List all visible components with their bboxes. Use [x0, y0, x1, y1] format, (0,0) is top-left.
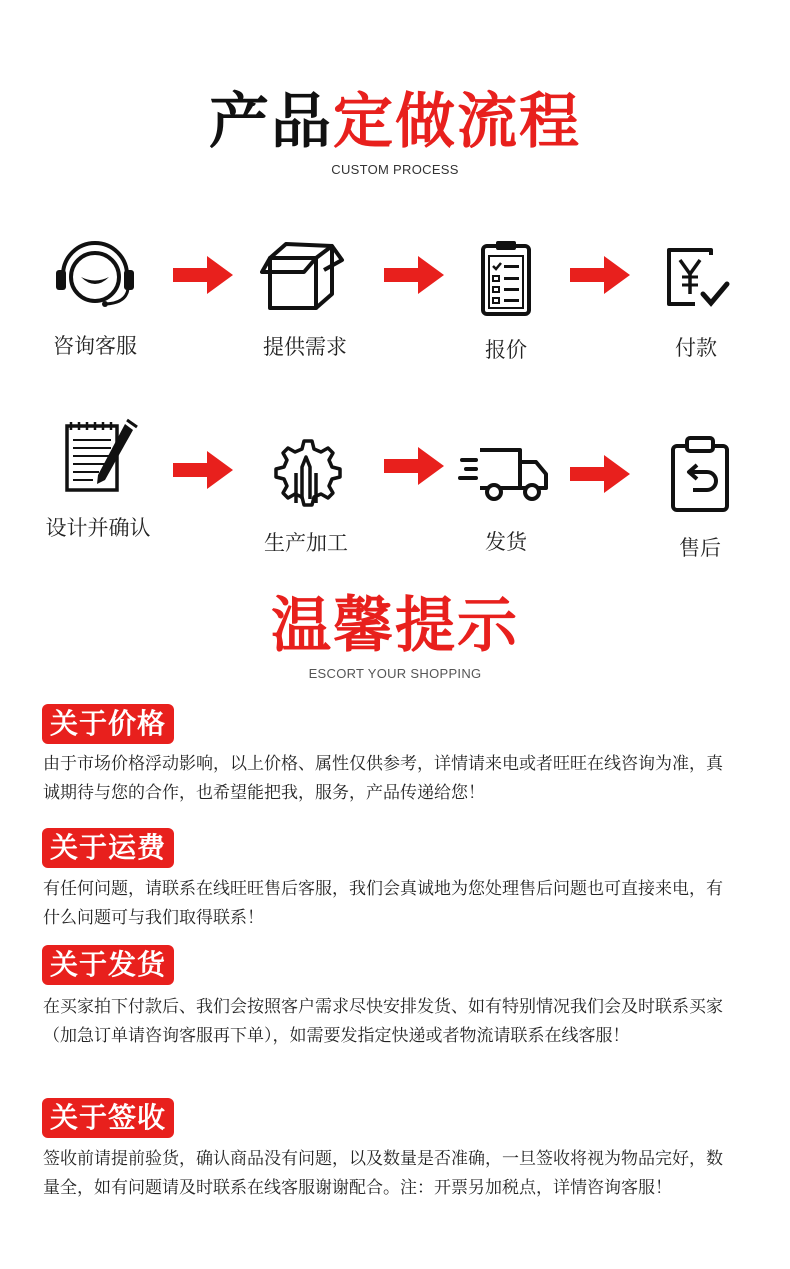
step-after-sales [630, 432, 770, 562]
yen-payment-icon [651, 240, 741, 314]
process-title-black: 产品 [209, 87, 333, 157]
process-title-block [0, 87, 790, 177]
arrow-right-icon [384, 255, 444, 295]
step-label: 设计并确认 [45, 516, 151, 540]
arrow-right-icon [173, 255, 233, 295]
arrow-right-icon [570, 255, 630, 295]
delivery-truck-icon [458, 438, 554, 508]
delivery-heading: 关于发货 [42, 945, 174, 985]
shipping-fee-heading: 关于运费 [42, 828, 174, 868]
arrow-right-icon [570, 454, 630, 494]
step-label: 报价 [485, 338, 527, 362]
delivery-text: 在买家拍下付款后、我们会按照客户需求尽快安排发货、如有特别情况我们会及时联系买家（加急订单请咨询客服再下单），如需要发指定快递或者物流请联系在线客服！ [43, 997, 723, 1046]
step-label: 咨询客服 [53, 334, 137, 358]
process-title [0, 87, 790, 157]
tips-title-block [0, 591, 790, 681]
return-clipboard-icon [655, 432, 745, 514]
step-consult [25, 237, 165, 360]
tips-title: 温馨提示 [271, 591, 519, 661]
step-requirements [235, 238, 375, 361]
clipboard-icon [461, 238, 551, 316]
arrow-right-icon [384, 446, 444, 486]
step-payment [626, 240, 766, 362]
notepad-pen-icon [53, 418, 143, 494]
step-label: 生产加工 [264, 531, 348, 555]
step-label: 付款 [675, 336, 717, 360]
step-quote [436, 238, 576, 364]
step-design [28, 418, 168, 542]
step-label: 售后 [679, 536, 721, 560]
receipt-heading: 关于签收 [42, 1098, 174, 1138]
step-production [236, 437, 376, 557]
headset-icon [50, 237, 140, 312]
step-label: 提供需求 [263, 335, 347, 359]
box-icon [260, 238, 350, 313]
price-heading: 关于价格 [42, 704, 174, 744]
process-title-red: 定做流程 [333, 87, 581, 157]
process-subtitle: CUSTOM PROCESS [331, 162, 459, 177]
step-label: 发货 [485, 530, 527, 554]
tips-subtitle: ESCORT YOUR SHOPPING [308, 666, 482, 681]
step-shipping [436, 438, 576, 556]
gear-pencil-icon [261, 437, 351, 509]
arrow-right-icon [173, 450, 233, 490]
receipt-text: 签收前请提前验货，确认商品没有问题，以及数量是否准确，一旦签收将视为物品完好，数量全，如有问题请及时联系在线客服谢谢配合。注：开票另加税点，详情咨询客服！ [43, 1149, 723, 1198]
price-text: 由于市场价格浮动影响，以上价格、属性仅供参考，详情请来电或者旺旺在线咨询为准，真诚期待与您的合作，也希望能把我，服务，产品传递给您！ [43, 754, 723, 803]
shipping-fee-text: 有任何问题，请联系在线旺旺售后客服，我们会真诚地为您处理售后问题也可直接来电，有什么问题可与我们取得联系！ [43, 879, 723, 928]
